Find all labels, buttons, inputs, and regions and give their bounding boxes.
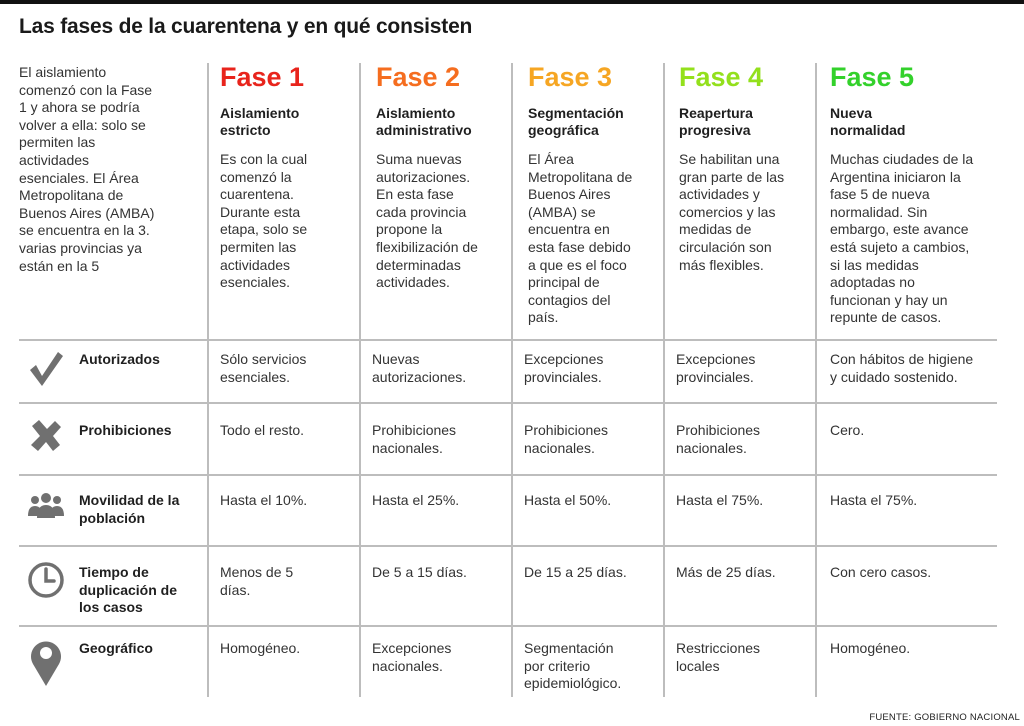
row-divider (19, 474, 997, 476)
row-divider (19, 625, 997, 627)
table-cell: Nuevas autorizaciones. (372, 351, 467, 385)
column-divider (207, 63, 209, 697)
table-cell: Excepciones provinciales. (524, 351, 604, 385)
table-cell: Menos de 5 días. (220, 564, 294, 598)
table-cell: Cero. (830, 422, 865, 438)
people-icon (27, 486, 65, 530)
phase-subtitle: Nueva normalidad (830, 105, 906, 138)
intro-text: El aislamiento comenzó con la Fase 1 y ahora se podría volver a ella: solo se permiten las actividades esenciales. El Área Metropolitana de Buenos Aires (AMBA) se encuentra en la 3. varias provincias ya están en la 5 (19, 64, 155, 274)
table-cell: Hasta el 50%. (524, 492, 612, 508)
phase-subtitle: Segmentación geográfica (528, 105, 624, 138)
table-cell: Sólo servicios esenciales. (220, 351, 307, 385)
row-label-geografico: Geográfico (79, 640, 153, 656)
row-label-tiempo: Tiempo de duplicación de los casos (79, 564, 178, 616)
row-label-autorizados: Autorizados (79, 351, 160, 367)
table-cell: Restricciones locales (676, 640, 761, 674)
table-cell: De 15 a 25 días. (524, 564, 627, 580)
table-cell: Hasta el 75%. (830, 492, 918, 508)
phase-column-4 (679, 60, 824, 274)
phase-title: Fase 2 (376, 62, 461, 92)
phase-column-2 (376, 60, 521, 292)
table-cell: Todo el resto. (220, 422, 305, 438)
phase-description: Muchas ciudades de la Argentina iniciaron la fase 5 de nueva normalidad. Sin embargo, este avance está sujeto a cambios, si las medidas adoptadas no funcionan y hay un repunte de casos. (830, 151, 974, 326)
table-cell: Segmentación por criterio epidemiológico. (524, 640, 622, 692)
table-cell: Excepciones provinciales. (676, 351, 756, 385)
table-cell: Con cero casos. (830, 564, 932, 580)
table-cell: Con hábitos de higiene y cuidado sostenido. (830, 351, 974, 385)
phase-description: Se habilitan una gran parte de las actividades y comercios y las medidas de circulación son más flexibles. (679, 151, 785, 273)
phase-title: Fase 3 (528, 62, 613, 92)
phase-title: Fase 1 (220, 62, 305, 92)
phase-description: El Área Metropolitana de Buenos Aires (AMBA) se encuentra en esta fase debido a que es el foco principal de contagios del país. (528, 151, 633, 326)
phase-column-1 (220, 60, 365, 292)
row-divider (19, 339, 997, 341)
phase-column-5 (830, 60, 1000, 327)
row-label-prohibiciones: Prohibiciones (79, 422, 172, 438)
top-border (0, 0, 1024, 4)
table-cell: Homogéneo. (830, 640, 911, 656)
page-title: Las fases de la cuarentena y en qué consisten (19, 15, 473, 38)
row-divider (19, 545, 997, 547)
location-pin-icon (27, 636, 65, 688)
phase-title: Fase 5 (830, 62, 915, 92)
table-cell: Prohibiciones nacionales. (524, 422, 609, 456)
phase-subtitle: Aislamiento estricto (220, 105, 300, 138)
row-label-movilidad: Movilidad de la población (79, 492, 180, 526)
phase-description: Suma nuevas autorizaciones. En esta fase cada provincia propone la flexibilización de determinadas actividades. (376, 151, 478, 291)
table-cell: Excepciones nacionales. (372, 640, 452, 674)
source-credit: FUENTE: GOBIERNO NACIONAL (869, 712, 1020, 723)
phase-description: Es con la cual comenzó la cuarentena. Durante esta etapa, solo se permiten las actividades esenciales. (220, 151, 308, 291)
phase-subtitle: Aislamiento administrativo (376, 105, 472, 138)
table-cell: Homogéneo. (220, 640, 301, 656)
clock-icon (27, 560, 65, 604)
phase-subtitle: Reapertura progresiva (679, 105, 753, 138)
table-cell: Hasta el 75%. (676, 492, 764, 508)
cross-icon (27, 414, 65, 458)
table-cell: Prohibiciones nacionales. (676, 422, 761, 456)
table-cell: Prohibiciones nacionales. (372, 422, 457, 456)
table-cell: De 5 a 15 días. (372, 564, 467, 580)
checkmark-icon (27, 346, 65, 390)
row-divider (19, 402, 997, 404)
phase-column-3 (528, 60, 673, 327)
phase-title: Fase 4 (679, 62, 764, 92)
table-cell: Hasta el 25%. (372, 492, 460, 508)
table-cell: Hasta el 10%. (220, 492, 308, 508)
table-cell: Más de 25 días. (676, 564, 776, 580)
